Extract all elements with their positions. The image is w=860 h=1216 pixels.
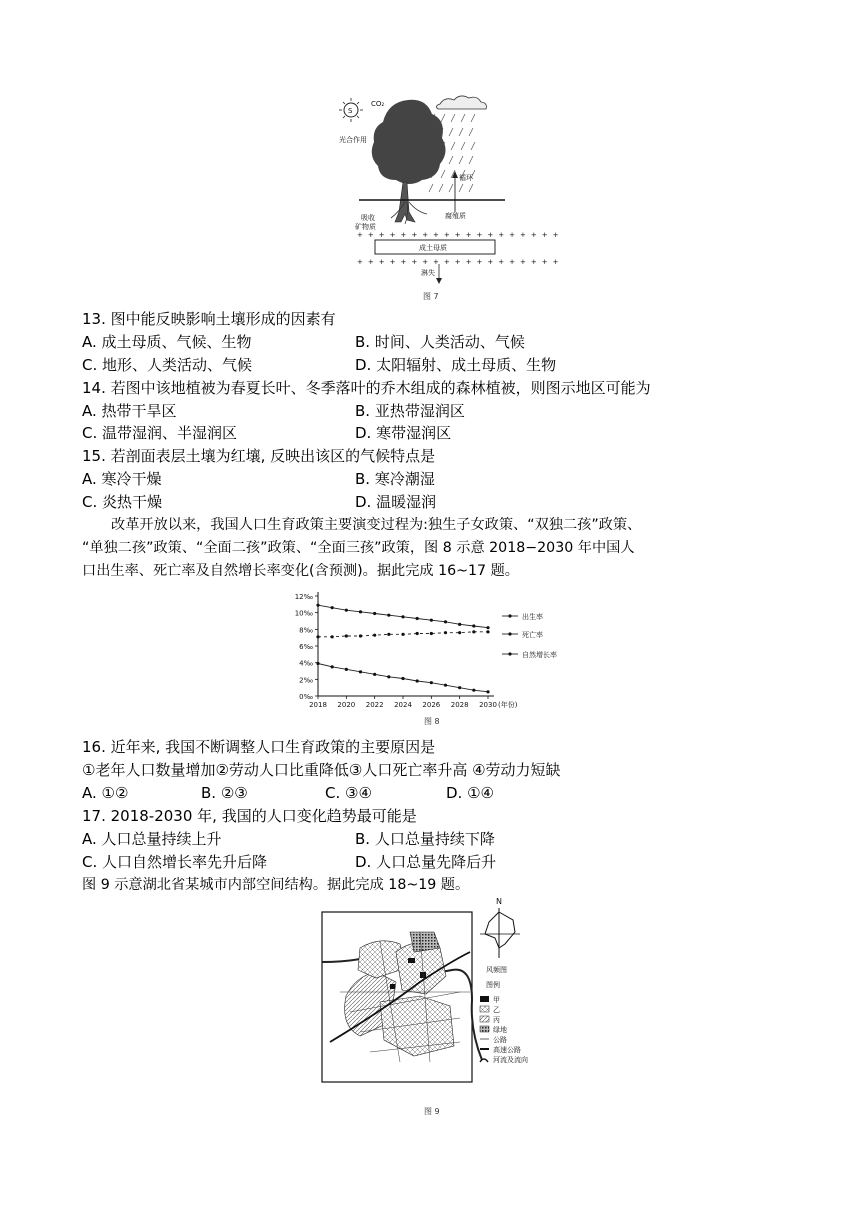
series-2-point xyxy=(472,689,475,692)
soil-plus-row-upper: +++++++++++++++++++ xyxy=(357,231,564,239)
series-1-point xyxy=(387,633,390,636)
q17-option-d[interactable]: D. 人口总量先降后升 xyxy=(355,853,497,871)
co2-label: CO₂ xyxy=(371,100,385,108)
district-jia-1 xyxy=(408,958,415,963)
series-1-point xyxy=(401,633,404,636)
x-tick-label: 2018 xyxy=(309,701,327,709)
series-0-point xyxy=(373,612,376,615)
series-2-point xyxy=(359,670,362,673)
legend-label-expressway: 高速公路 xyxy=(493,1046,521,1054)
q14-option-a[interactable]: A. 热带干旱区 xyxy=(82,402,177,420)
x-tick-label: 2028 xyxy=(450,701,469,709)
intro16-line3: 口出生率、死亡率及自然增长率变化(含预测)。据此完成 16~17 题。 xyxy=(82,563,519,579)
wind-rose-label: 风频图 xyxy=(486,966,507,974)
legend-label-2: 自然增长率 xyxy=(522,651,557,659)
q16-option-b[interactable]: B. ②③ xyxy=(201,784,248,802)
series-1-point xyxy=(416,632,419,635)
legend-label-bing: 丙 xyxy=(493,1016,500,1024)
q16-option-c[interactable]: C. ③④ xyxy=(325,784,372,802)
wind-rose-icon xyxy=(485,912,515,948)
series-0-point xyxy=(472,624,475,627)
x-tick-label: 2030 xyxy=(479,701,497,709)
series-2-point xyxy=(373,673,376,676)
figure-9-caption: 图 9 xyxy=(424,1107,440,1116)
q15-option-c[interactable]: C. 炎热干燥 xyxy=(82,493,163,511)
series-0-point xyxy=(316,604,319,607)
legend-label-jia: 甲 xyxy=(493,996,500,1004)
series-0-point xyxy=(387,614,390,617)
series-0-point xyxy=(345,609,348,612)
y-tick-label: 12‰ xyxy=(294,593,313,601)
q16-stem: 16. 近年来, 我国不断调整人口生育政策的主要原因是 xyxy=(82,738,436,756)
legend-label-green: 绿地 xyxy=(493,1026,507,1034)
legend-marker-1 xyxy=(508,632,511,635)
series-2-point xyxy=(444,684,447,687)
series-1-point xyxy=(316,635,319,638)
minerals-label: 矿物质 xyxy=(355,223,376,231)
figure-8-caption: 图 8 xyxy=(424,717,440,726)
legend-label-road: 公路 xyxy=(493,1036,507,1044)
q15-option-a[interactable]: A. 寒冷干燥 xyxy=(82,470,162,488)
figure-8-population-chart xyxy=(280,584,590,730)
intro16-line2: “单独二孩”政策、“全面二孩”政策、“全面三孩”政策，图 8 示意 2018−2030 年中国人 xyxy=(82,540,635,556)
series-1-point xyxy=(331,635,334,638)
series-1-point xyxy=(486,630,489,633)
q13-option-b[interactable]: B. 时间、人类活动、气候 xyxy=(355,333,525,351)
humus-label: 腐殖质 xyxy=(445,212,466,220)
legend-swatch-jia xyxy=(480,996,489,1002)
y-tick-label: 6‰ xyxy=(299,643,313,651)
soil-plus-row-lower: +++++++++++++++++++ xyxy=(357,258,564,266)
y-tick-label: 8‰ xyxy=(299,626,313,635)
series-2-point xyxy=(416,679,419,682)
x-tick-label: 2026 xyxy=(422,701,441,709)
q14-option-c[interactable]: C. 温带湿润、半湿润区 xyxy=(82,424,238,442)
intro16-line1: 改革开放以来，我国人口生育政策主要演变过程为:独生子女政策、“双独二孩”政策、 xyxy=(111,517,642,533)
q14-option-b[interactable]: B. 亚热带湿润区 xyxy=(355,402,465,420)
series-1-point xyxy=(472,630,475,633)
q13-option-d[interactable]: D. 太阳辐射、成土母质、生物 xyxy=(355,356,557,374)
x-tick-label: 2024 xyxy=(394,701,412,709)
q17-option-c[interactable]: C. 人口自然增长率先升后降 xyxy=(82,853,268,871)
figure-7-soil-diagram xyxy=(335,92,564,304)
series-1-point xyxy=(444,631,447,634)
photosynthesis-label: 光合作用 xyxy=(339,136,367,144)
legend-label-0: 出生率 xyxy=(522,613,543,621)
series-1-point xyxy=(373,634,376,637)
series-2-point xyxy=(331,665,334,668)
q16-option-a[interactable]: A. ①② xyxy=(82,784,129,802)
q16-items: ①老年人口数量增加②劳动人口比重降低③人口死亡率升高 ④劳动力短缺 xyxy=(82,761,561,779)
sun-label: S xyxy=(348,107,353,115)
cloud-icon xyxy=(436,96,486,109)
legend-label-1: 死亡率 xyxy=(522,631,543,639)
legend-label-yi: 乙 xyxy=(493,1006,500,1014)
q14-option-d[interactable]: D. 寒带湿润区 xyxy=(355,424,452,442)
q13-option-c[interactable]: C. 地形、人类活动、气候 xyxy=(82,356,253,374)
legend-swatch-green xyxy=(480,1026,489,1032)
series-0-point xyxy=(359,610,362,613)
x-unit-label: (年份) xyxy=(498,701,518,709)
q15-option-d[interactable]: D. 温暖湿润 xyxy=(355,493,437,511)
leach-label: 淋失 xyxy=(421,269,435,277)
series-1-point xyxy=(359,634,362,637)
series-0-point xyxy=(401,615,404,618)
series-0-point xyxy=(416,617,419,620)
legend-marker-2 xyxy=(508,652,511,655)
y-tick-label: 10‰ xyxy=(294,609,313,618)
series-1-point xyxy=(345,634,348,637)
cycle-label: 循环 xyxy=(459,174,473,182)
legend-title: 图例 xyxy=(486,981,500,989)
x-tick-label: 2020 xyxy=(337,701,356,709)
series-0-point xyxy=(444,620,447,623)
series-2-point xyxy=(387,675,390,678)
series-0-point xyxy=(486,626,489,629)
q16-option-d[interactable]: D. ①④ xyxy=(446,784,494,802)
series-2-point xyxy=(401,677,404,680)
q17-option-a[interactable]: A. 人口总量持续上升 xyxy=(82,830,222,848)
intro18-text: 图 9 示意湖北省某城市内部空间结构。据此完成 18~19 题。 xyxy=(82,877,470,893)
map-frame xyxy=(322,912,472,1082)
tree-canopy xyxy=(372,100,446,184)
series-1-point xyxy=(430,632,433,635)
absorb-label: 吸收 xyxy=(361,214,375,222)
series-0-point xyxy=(430,619,433,622)
q17-option-b[interactable]: B. 人口总量持续下降 xyxy=(355,830,495,848)
series-2-point xyxy=(316,662,319,665)
x-tick-label: 2022 xyxy=(365,701,384,709)
district-jia-3 xyxy=(390,984,395,989)
y-tick-label: 0‰ xyxy=(299,693,313,701)
figure-7-caption: 图 7 xyxy=(423,292,439,301)
legend-swatch-yi xyxy=(480,1006,489,1012)
q15-stem: 15. 若剖面表层土壤为红壤, 反映出该区的气候特点是 xyxy=(82,447,436,465)
q14-stem: 14. 若图中该地植被为春夏长叶、冬季落叶的乔木组成的森林植被，则图示地区可能为 xyxy=(82,379,651,397)
y-tick-label: 2‰ xyxy=(299,676,313,685)
q17-stem: 17. 2018-2030 年, 我国的人口变化趋势最可能是 xyxy=(82,807,417,825)
legend-swatch-bing xyxy=(480,1016,489,1022)
q13-stem: 13. 图中能反映影响土壤形成的因素有 xyxy=(82,310,336,328)
parent-material-label: 成土母质 xyxy=(419,244,447,252)
q15-option-b[interactable]: B. 寒冷潮湿 xyxy=(355,470,435,488)
y-tick-label: 4‰ xyxy=(299,659,313,668)
legend-marker-0 xyxy=(508,614,511,617)
series-2-point xyxy=(345,668,348,671)
series-2-point xyxy=(458,686,461,689)
series-0-point xyxy=(331,606,334,609)
series-1-point xyxy=(458,631,461,634)
series-0-point xyxy=(458,623,461,626)
north-label: N xyxy=(496,897,502,906)
q13-option-a[interactable]: A. 成土母质、气候、生物 xyxy=(82,333,252,351)
figure-9-city-map xyxy=(320,892,560,1122)
series-2-point xyxy=(486,690,489,693)
legend-label-river: 河流及流向 xyxy=(493,1056,528,1064)
series-2-point xyxy=(430,681,433,684)
